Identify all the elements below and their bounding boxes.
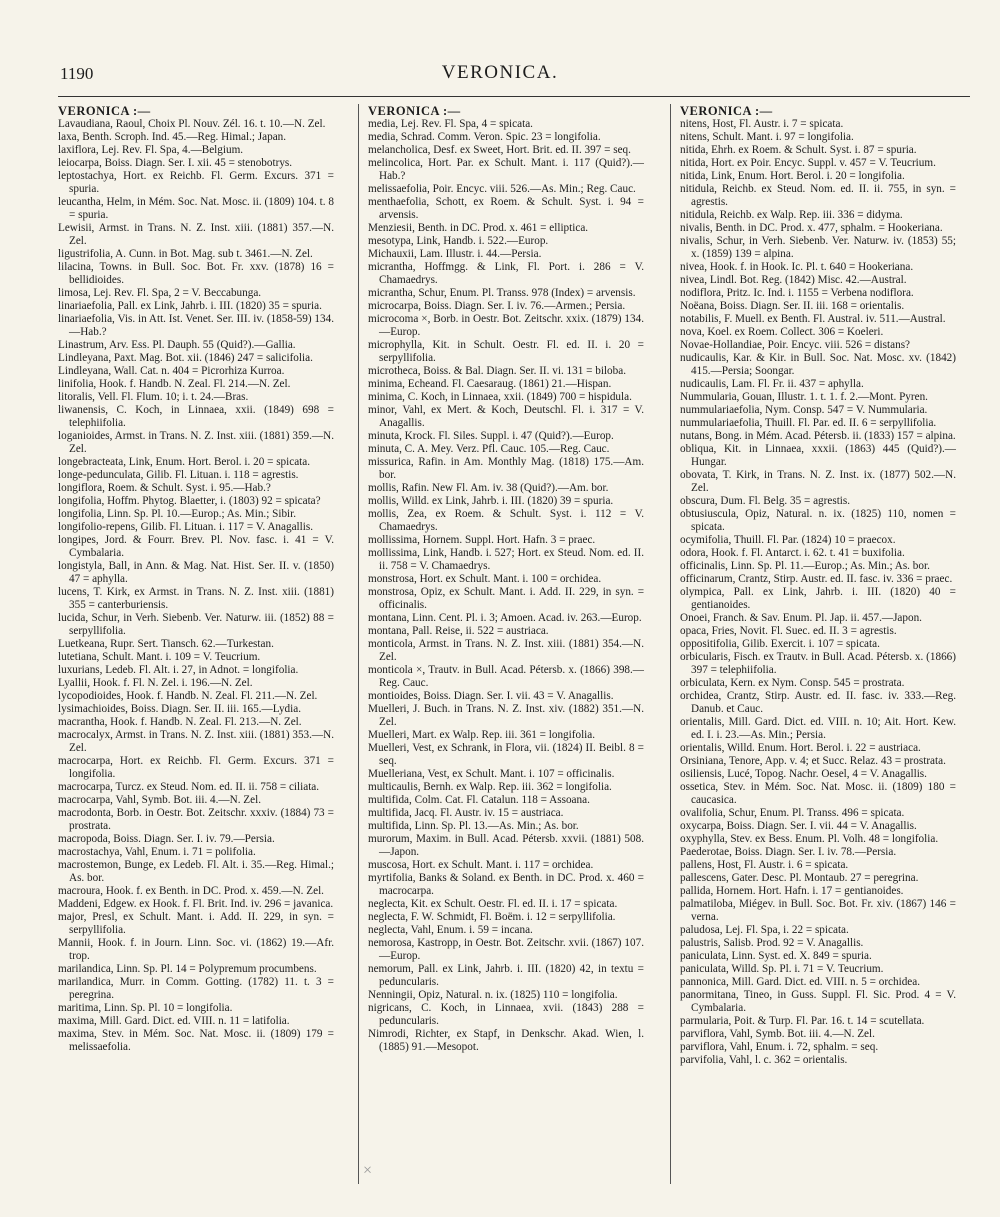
species-entry: nitens, Host, Fl. Austr. i. 7 = spicata. [680, 118, 844, 130]
species-entry: menthaefolia, Schott, ex Roem. & Schult. Syst. i. 94 = arvensis. [368, 196, 644, 221]
species-entry: parviflora, Vahl, Enum. i. 72, sphalm. = seq. [680, 1041, 879, 1053]
species-entry: neglecta, Kit. ex Schult. Oestr. Fl. ed. II. i. 17 = spicata. [368, 898, 618, 910]
species-entry: maxima, Mill. Gard. Dict. ed. VIII. n. 11 = latifolia. [58, 1015, 290, 1027]
species-entry: mollissima, Link, Handb. i. 527; Hort. ex Steud. Nom. ed. II. ii. 758 = V. Chamaedrys. [368, 547, 644, 572]
species-entry: micrantha, Hoffmgg. & Link, Fl. Port. i. 286 = V. Chamaedrys. [368, 261, 644, 286]
species-entry: longifolia, Linn. Sp. Pl. 10.—Europ.; As. Min.; Sibir. [58, 508, 297, 520]
column-1 [58, 104, 334, 1054]
species-entry: longipes, Jord. & Fourr. Brev. Pl. Nov. fasc. i. 41 = V. Cymbalaria. [58, 534, 334, 559]
species-entry: minor, Vahl, ex Mert. & Koch, Deutschl. Fl. i. 317 = V. Anagallis. [368, 404, 644, 429]
species-entry: nudicaulis, Lam. Fl. Fr. ii. 437 = aphylla. [680, 378, 864, 390]
species-entry: Menziesii, Benth. in DC. Prod. x. 461 = elliptica. [368, 222, 589, 234]
column-divider [670, 104, 671, 1184]
species-entry: laxa, Benth. Scroph. Ind. 45.—Reg. Himal.; Japan. [58, 131, 287, 143]
species-entry: lycopodioides, Hook. f. Handb. N. Zeal. Fl. 211.—N. Zel. [58, 690, 318, 702]
species-entry: Mannii, Hook. f. in Journ. Linn. Soc. vi. (1862) 19.—Afr. trop. [58, 937, 334, 962]
species-entry: Maddeni, Edgew. ex Hook. f. Fl. Brit. Ind. iv. 296 = javanica. [58, 898, 334, 910]
species-entry: microcarpa, Boiss. Diagn. Ser. I. iv. 76.—Armen.; Persia. [368, 300, 626, 312]
species-entry: marilandica, Murr. in Comm. Gotting. (1782) 11. t. 3 = peregrina. [58, 976, 334, 1001]
species-entry: Luetkeana, Rupr. Sert. Tiansch. 62.—Turkestan. [58, 638, 274, 650]
species-entry: neglecta, Vahl, Enum. i. 59 = incana. [368, 924, 533, 936]
species-entry: nemorum, Pall. ex Link, Jahrb. i. III. (1820) 42, in textu = peduncularis. [368, 963, 644, 988]
species-entry: Muelleri, J. Buch. in Trans. N. Z. Inst. xiv. (1882) 351.—N. Zel. [368, 703, 644, 728]
species-entry: leiocarpa, Boiss. Diagn. Ser. I. xii. 45 = stenobotrys. [58, 157, 293, 169]
species-entry: myrtifolia, Banks & Soland. ex Benth. in DC. Prod. x. 460 = macrocarpa. [368, 872, 644, 897]
species-entry: nivalis, Schur, in Verh. Siebenb. Ver. Naturw. iv. (1853) 55; x. (1859) 139 = alpina. [680, 235, 956, 260]
species-entry: Orsiniana, Tenore, App. v. 4; et Succ. Relaz. 43 = prostrata. [680, 755, 946, 767]
species-entry: longebracteata, Link, Enum. Hort. Berol. i. 20 = spicata. [58, 456, 311, 468]
column-2 [368, 104, 644, 1054]
species-entry: Onoei, Franch. & Sav. Enum. Pl. Jap. ii. 457.—Japon. [680, 612, 922, 624]
species-entry: media, Lej. Rev. Fl. Spa, 4 = spicata. [368, 118, 533, 130]
species-entry: montana, Linn. Cent. Pl. i. 3; Amoen. Acad. iv. 263.—Europ. [368, 612, 642, 624]
species-entry: nitidula, Reichb. ex Walp. Rep. iii. 336 = didyma. [680, 209, 903, 221]
species-entry: odora, Hook. f. Fl. Antarct. i. 62. t. 41 = buxifolia. [680, 547, 905, 559]
species-entry: pannonica, Mill. Gard. Dict. ed. VIII. n. 5 = orchidea. [680, 976, 921, 988]
species-entry: ocymifolia, Thuill. Fl. Par. (1824) 10 = praecox. [680, 534, 896, 546]
species-entry: multifida, Jacq. Fl. Austr. iv. 15 = austriaca. [368, 807, 564, 819]
species-entry: Lyallii, Hook. f. Fl. N. Zel. i. 196.—N. Zel. [58, 677, 253, 689]
species-entry: minima, Echeand. Fl. Caesaraug. (1861) 21.—Hispan. [368, 378, 612, 390]
species-entry: obovata, T. Kirk, in Trans. N. Z. Inst. ix. (1877) 502.—N. Zel. [680, 469, 956, 494]
species-entry: muscosa, Hort. ex Schult. Mant. i. 117 = orchidea. [368, 859, 594, 871]
species-entry: luxurians, Ledeb. Fl. Alt. i. 27, in Adnot. = longifolia. [58, 664, 299, 676]
species-entry: pallens, Host, Fl. Austr. i. 6 = spicata. [680, 859, 849, 871]
species-entry: macrodonta, Borb. in Oestr. Bot. Zeitschr. xxxiv. (1884) 73 = prostrata. [58, 807, 334, 832]
page-title: VERONICA. [441, 62, 559, 83]
species-entry: longifolio-repens, Gilib. Fl. Lituan. i. 117 = V. Anagallis. [58, 521, 314, 533]
species-entry: panormitana, Tineo, in Guss. Suppl. Fl. Sic. Prod. 4 = V. Cymbalaria. [680, 989, 956, 1014]
species-entry: nitida, Ehrh. ex Roem. & Schult. Syst. i. 87 = spuria. [680, 144, 917, 156]
species-entry: Lavaudiana, Raoul, Choix Pl. Nouv. Zél. 16. t. 10.—N. Zel. [58, 118, 326, 130]
species-entry: orbiculata, Kern. ex Nym. Consp. 545 = prostrata. [680, 677, 905, 689]
species-entry: melancholica, Desf. ex Sweet, Hort. Brit. ed. II. 397 = seq. [368, 144, 631, 156]
species-entry: officinarum, Crantz, Stirp. Austr. ed. II. fasc. iv. 336 = praec. [680, 573, 953, 585]
species-entry: nitida, Link, Enum. Hort. Berol. i. 20 = longifolia. [680, 170, 905, 182]
species-entry: orientalis, Willd. Enum. Hort. Berol. i. 22 = austriaca. [680, 742, 921, 754]
species-entry: parmularia, Poit. & Turp. Fl. Par. 16. t. 14 = scutellata. [680, 1015, 925, 1027]
column-divider [358, 104, 359, 1184]
species-entry: Nimrodi, Richter, ex Stapf, in Denkschr. Akad. Wien, l. (1885) 91.—Mesopot. [368, 1028, 644, 1053]
species-entry: longiflora, Roem. & Schult. Syst. i. 95.—Hab.? [58, 482, 271, 494]
species-entry: nigricans, C. Koch, in Linnaea, xvii. (1843) 288 = peduncularis. [368, 1002, 644, 1027]
species-entry: monstrosa, Opiz, ex Schult. Mant. i. Add. II. 229, in syn. = officinalis. [368, 586, 644, 611]
column-heading: VERONICA :— [58, 104, 151, 118]
species-entry: macrantha, Hook. f. Handb. N. Zeal. Fl. 213.—N. Zel. [58, 716, 302, 728]
species-entry: multifida, Colm. Cat. Fl. Catalun. 118 = Assoana. [368, 794, 590, 806]
species-entry: nivea, Hook. f. in Hook. Ic. Pl. t. 640 = Hookeriana. [680, 261, 914, 273]
species-entry: limosa, Lej. Rev. Fl. Spa, 2 = V. Beccabunga. [58, 287, 262, 299]
species-entry: paludosa, Lej. Fl. Spa, i. 22 = spicata. [680, 924, 849, 936]
species-entry: macrocarpa, Hort. ex Reichb. Fl. Germ. Excurs. 371 = longifolia. [58, 755, 334, 780]
species-entry: orientalis, Mill. Gard. Dict. ed. VIII. n. 10; Ait. Hort. Kew. ed. I. i. 23.—As. Min.; Persia. [680, 716, 956, 741]
species-entry: obscura, Dum. Fl. Belg. 35 = agrestis. [680, 495, 851, 507]
species-entry: osiliensis, Lucé, Topog. Nachr. Oesel, 4 = V. Anagallis. [680, 768, 927, 780]
species-entry: Paederotae, Boiss. Diagn. Ser. I. iv. 78.—Persia. [680, 846, 897, 858]
species-entry: macroura, Hook. f. ex Benth. in DC. Prod. x. 459.—N. Zel. [58, 885, 324, 897]
species-entry: Muelleri, Mart. ex Walp. Rep. iii. 361 = longifolia. [368, 729, 596, 741]
species-entry: linariaefolia, Vis. in Att. Ist. Venet. Ser. III. iv. (1858-59) 134.—Hab.? [58, 313, 334, 338]
species-entry: linifolia, Hook. f. Handb. N. Zeal. Fl. 214.—N. Zel. [58, 378, 291, 390]
species-entry: ligustrifolia, A. Cunn. in Bot. Mag. sub t. 3461.—N. Zel. [58, 248, 313, 260]
species-entry: oxycarpa, Boiss. Diagn. Ser. I. vii. 44 = V. Anagallis. [680, 820, 917, 832]
species-entry: obtusiuscula, Opiz, Natural. n. ix. (1825) 110, nomen = spicata. [680, 508, 956, 533]
species-entry: lucens, T. Kirk, ex Armst. in Trans. N. Z. Inst. xiii. (1881) 355 = canterburiensis. [58, 586, 334, 611]
species-entry: parviflora, Vahl, Symb. Bot. iii. 4.—N. Zel. [680, 1028, 875, 1040]
species-entry: nudicaulis, Kar. & Kir. in Bull. Soc. Nat. Mosc. xv. (1842) 415.—Persia; Soongar. [680, 352, 956, 377]
species-entry: nemorosa, Kastropp, in Oestr. Bot. Zeitschr. xvii. (1867) 107.—Europ. [368, 937, 644, 962]
species-entry: nummulariaefolia, Nym. Consp. 547 = V. Nummularia. [680, 404, 928, 416]
species-entry: oppositifolia, Gilib. Exercit. i. 107 = spicata. [680, 638, 880, 650]
species-entry: monticola, Armst. in Trans. N. Z. Inst. xiii. (1881) 354.—N. Zel. [368, 638, 644, 663]
species-entry: laxiflora, Lej. Rev. Fl. Spa, 4.—Belgium. [58, 144, 244, 156]
species-entry: minuta, C. A. Mey. Verz. Pfl. Cauc. 105.—Reg. Cauc. [368, 443, 610, 455]
species-entry: mesotypa, Link, Handb. i. 522.—Europ. [368, 235, 549, 247]
header-rule [58, 96, 970, 97]
species-entry: pallescens, Gater. Desc. Pl. Montaub. 27 = peregrina. [680, 872, 919, 884]
species-entry: paniculata, Linn. Syst. ed. X. 849 = spuria. [680, 950, 872, 962]
species-entry: maxima, Stev. in Mém. Soc. Nat. Mosc. ii. (1809) 179 = melissaefolia. [58, 1028, 334, 1053]
species-entry: macrocarpa, Turcz. ex Steud. Nom. ed. II. ii. 758 = ciliata. [58, 781, 320, 793]
species-entry: Noëana, Boiss. Diagn. Ser. II. iii. 168 = orientalis. [680, 300, 905, 312]
species-entry: marilandica, Linn. Sp. Pl. 14 = Polypremum procumbens. [58, 963, 317, 975]
species-entry: orbicularis, Fisch. ex Trautv. in Bull. Acad. Pétersb. x. (1866) 397 = telephiifolia. [680, 651, 956, 676]
species-entry: nodiflora, Pritz. Ic. Ind. i. 1155 = Verbena nodiflora. [680, 287, 914, 299]
species-entry: officinalis, Linn. Sp. Pl. 11.—Europ.; As. Min.; As. bor. [680, 560, 930, 572]
species-entry: Nenningii, Opiz, Natural. n. ix. (1825) 110 = longifolia. [368, 989, 618, 1001]
species-entry: longe-pedunculata, Gilib. Fl. Lituan. i. 118 = agrestis. [58, 469, 299, 481]
species-entry: linariaefolia, Pall. ex Link, Jahrb. i. III. (1820) 35 = spuria. [58, 300, 322, 312]
species-entry: lysimachioides, Boiss. Diagn. Ser. II. iii. 165.—Lydia. [58, 703, 301, 715]
species-entry: macropoda, Boiss. Diagn. Ser. I. iv. 79.—Persia. [58, 833, 275, 845]
pencil-mark-icon: × [363, 1162, 373, 1179]
species-entry: maritima, Linn. Sp. Pl. 10 = longifolia. [58, 1002, 233, 1014]
species-entry: minuta, Krock. Fl. Siles. Suppl. i. 47 (Quid?).—Europ. [368, 430, 614, 442]
species-entry: microtheca, Boiss. & Bal. Diagn. Ser. II. vi. 131 = biloba. [368, 365, 626, 377]
species-entry: lucida, Schur, in Verh. Siebenb. Ver. Naturw. iii. (1852) 88 = serpyllifolia. [58, 612, 334, 637]
species-entry: Nummularia, Gouan, Illustr. 1. t. 1. f. 2.—Mont. Pyren. [680, 391, 928, 403]
species-entry: litoralis, Vell. Fl. Flum. 10; i. t. 24.—Bras. [58, 391, 249, 403]
species-entry: melincolica, Hort. Par. ex Schult. Mant. i. 117 (Quid?).—Hab.? [368, 157, 644, 182]
species-entry: nummulariaefolia, Thuill. Fl. Par. ed. II. 6 = serpyllifolia. [680, 417, 937, 429]
species-entry: opaca, Fries, Novit. Fl. Suec. ed. II. 3 = agrestis. [680, 625, 897, 637]
species-entry: macrostachya, Vahl, Enum. i. 71 = polifolia. [58, 846, 256, 858]
species-entry: parvifolia, Vahl, l. c. 362 = orientalis. [680, 1054, 848, 1066]
page-number: 1190 [60, 64, 94, 83]
species-entry: Lindleyana, Wall. Cat. n. 404 = Picrorhiza Kurroa. [58, 365, 285, 377]
species-entry: microcoma ×, Borb. in Oestr. Bot. Zeitschr. xxix. (1879) 134.—Europ. [368, 313, 644, 338]
species-entry: lutetiana, Schult. Mant. i. 109 = V. Teucrium. [58, 651, 261, 663]
species-entry: mollis, Rafin. New Fl. Am. iv. 38 (Quid?).—Am. bor. [368, 482, 609, 494]
species-entry: major, Presl, ex Schult. Mant. i. Add. II. 229, in syn. = serpyllifolia. [58, 911, 334, 936]
species-entry: mollis, Willd. ex Link, Jahrb. i. III. (1820) 39 = spuria. [368, 495, 614, 507]
species-entry: loganioides, Armst. in Trans. N. Z. Inst. xiii. (1881) 359.—N. Zel. [58, 430, 334, 455]
species-entry: ovalifolia, Schur, Enum. Pl. Transs. 496 = spicata. [680, 807, 905, 819]
species-entry: nitens, Schult. Mant. i. 97 = longifolia. [680, 131, 854, 143]
species-entry: multicaulis, Bernh. ex Walp. Rep. iii. 362 = longifolia. [368, 781, 612, 793]
species-entry: monstrosa, Hort. ex Schult. Mant. i. 100 = orchidea. [368, 573, 602, 585]
column-3 [680, 104, 956, 1067]
column-heading: VERONICA :— [680, 104, 773, 118]
species-entry: leptostachya, Hort. ex Reichb. Fl. Germ. Excurs. 371 = spuria. [58, 170, 334, 195]
species-entry: macrocarpa, Vahl, Symb. Bot. iii. 4.—N. Zel. [58, 794, 261, 806]
species-entry: mollis, Zea, ex Roem. & Schult. Syst. i. 112 = V. Chamaedrys. [368, 508, 644, 533]
species-entry: murorum, Maxim. in Bull. Acad. Pétersb. xxvii. (1881) 508.—Japon. [368, 833, 644, 858]
species-entry: notabilis, F. Muell. ex Benth. Fl. Austral. iv. 511.—Austral. [680, 313, 946, 325]
species-entry: longistyla, Ball, in Ann. & Mag. Nat. Hist. Ser. II. v. (1850) 47 = aphylla. [58, 560, 334, 585]
species-entry: olympica, Pall. ex Link, Jahrb. i. III. (1820) 40 = gentianoides. [680, 586, 956, 611]
species-entry: liwanensis, C. Koch, in Linnaea, xxii. (1849) 698 = telephiifolia. [58, 404, 334, 429]
species-entry: nutans, Bong. in Mém. Acad. Pétersb. ii. (1833) 157 = alpina. [680, 430, 956, 442]
species-entry: pallida, Hornem. Hort. Hafn. i. 17 = gentianoides. [680, 885, 904, 897]
species-entry: longifolia, Hoffm. Phytog. Blaetter, i. (1803) 92 = spicata? [58, 495, 321, 507]
species-entry: macrocalyx, Armst. in Trans. N. Z. Inst. xiii. (1881) 353.—N. Zel. [58, 729, 334, 754]
species-entry: neglecta, F. W. Schmidt, Fl. Boëm. i. 12 = serpyllifolia. [368, 911, 616, 923]
species-entry: paniculata, Willd. Sp. Pl. i. 71 = V. Teucrium. [680, 963, 884, 975]
species-entry: palmatiloba, Miégev. in Bull. Soc. Bot. Fr. xiv. (1867) 146 = verna. [680, 898, 956, 923]
species-entry: nitidula, Reichb. ex Steud. Nom. ed. II. ii. 755, in syn. = agrestis. [680, 183, 956, 208]
species-entry: microphylla, Kit. in Schult. Oestr. Fl. ed. II. i. 20 = serpyllifolia. [368, 339, 644, 364]
species-entry: nova, Koel. ex Roem. Collect. 306 = Koeleri. [680, 326, 884, 338]
species-entry: media, Schrad. Comm. Veron. Spic. 23 = longifolia. [368, 131, 601, 143]
species-entry: monticola ×, Trautv. in Bull. Acad. Pétersb. x. (1866) 398.—Reg. Cauc. [368, 664, 644, 689]
species-entry: nitida, Hort. ex Poir. Encyc. Suppl. v. 457 = V. Teucrium. [680, 157, 936, 169]
species-entry: minima, C. Koch, in Linnaea, xxii. (1849) 700 = hispidula. [368, 391, 632, 403]
species-entry: ossetica, Stev. in Mém. Soc. Nat. Mosc. ii. (1809) 180 = caucasica. [680, 781, 956, 806]
species-entry: missurica, Rafin. in Am. Monthly Mag. (1818) 175.—Am. bor. [368, 456, 644, 481]
species-entry: montana, Pall. Reise, ii. 522 = austriaca. [368, 625, 549, 637]
species-entry: obliqua, Kit. in Linnaea, xxxii. (1863) 445 (Quid?).—Hungar. [680, 443, 956, 468]
species-entry: Linastrum, Arv. Ess. Pl. Dauph. 55 (Quid?).—Gallia. [58, 339, 296, 351]
species-entry: leucantha, Helm, in Mém. Soc. Nat. Mosc. ii. (1809) 104. t. 8 = spuria. [58, 196, 334, 221]
species-entry: Muelleriana, Vest, ex Schult. Mant. i. 107 = officinalis. [368, 768, 615, 780]
species-entry: mollissima, Hornem. Suppl. Hort. Hafn. 3 = praec. [368, 534, 596, 546]
species-entry: Novae-Hollandiae, Poir. Encyc. viii. 526 = distans? [680, 339, 911, 351]
species-entry: macrostemon, Bunge, ex Ledeb. Fl. Alt. i. 35.—Reg. Himal.; As. bor. [58, 859, 334, 884]
species-entry: montioides, Boiss. Diagn. Ser. I. vii. 43 = V. Anagallis. [368, 690, 614, 702]
species-entry: multifida, Linn. Sp. Pl. 13.—As. Min.; As. bor. [368, 820, 579, 832]
species-entry: orchidea, Crantz, Stirp. Austr. ed. II. fasc. iv. 333.—Reg. Danub. et Cauc. [680, 690, 956, 715]
species-entry: Lewisii, Armst. in Trans. N. Z. Inst. xiii. (1881) 357.—N. Zel. [58, 222, 334, 247]
species-entry: micrantha, Schur, Enum. Pl. Transs. 978 (Index) = arvensis. [368, 287, 636, 299]
species-entry: Muelleri, Vest, ex Schrank, in Flora, vii. (1824) II. Beibl. 8 = seq. [368, 742, 644, 767]
column-heading: VERONICA :— [368, 104, 461, 118]
species-entry: nivalis, Benth. in DC. Prod. x. 477, sphalm. = Hookeriana. [680, 222, 943, 234]
species-entry: melissaefolia, Poir. Encyc. viii. 526.—As. Min.; Reg. Cauc. [368, 183, 636, 195]
species-entry: nivea, Lindl. Bot. Reg. (1842) Misc. 42.—Austral. [680, 274, 907, 286]
species-entry: Lindleyana, Paxt. Mag. Bot. xii. (1846) 247 = salicifolia. [58, 352, 313, 364]
species-entry: lilacina, Towns. in Bull. Soc. Bot. Fr. xxv. (1878) 16 = bellidioides. [58, 261, 334, 286]
species-entry: palustris, Salisb. Prod. 92 = V. Anagallis. [680, 937, 864, 949]
species-entry: oxyphylla, Stev. ex Bess. Enum. Pl. Volh. 48 = longifolia. [680, 833, 939, 845]
species-entry: Michauxii, Lam. Illustr. i. 44.—Persia. [368, 248, 542, 260]
